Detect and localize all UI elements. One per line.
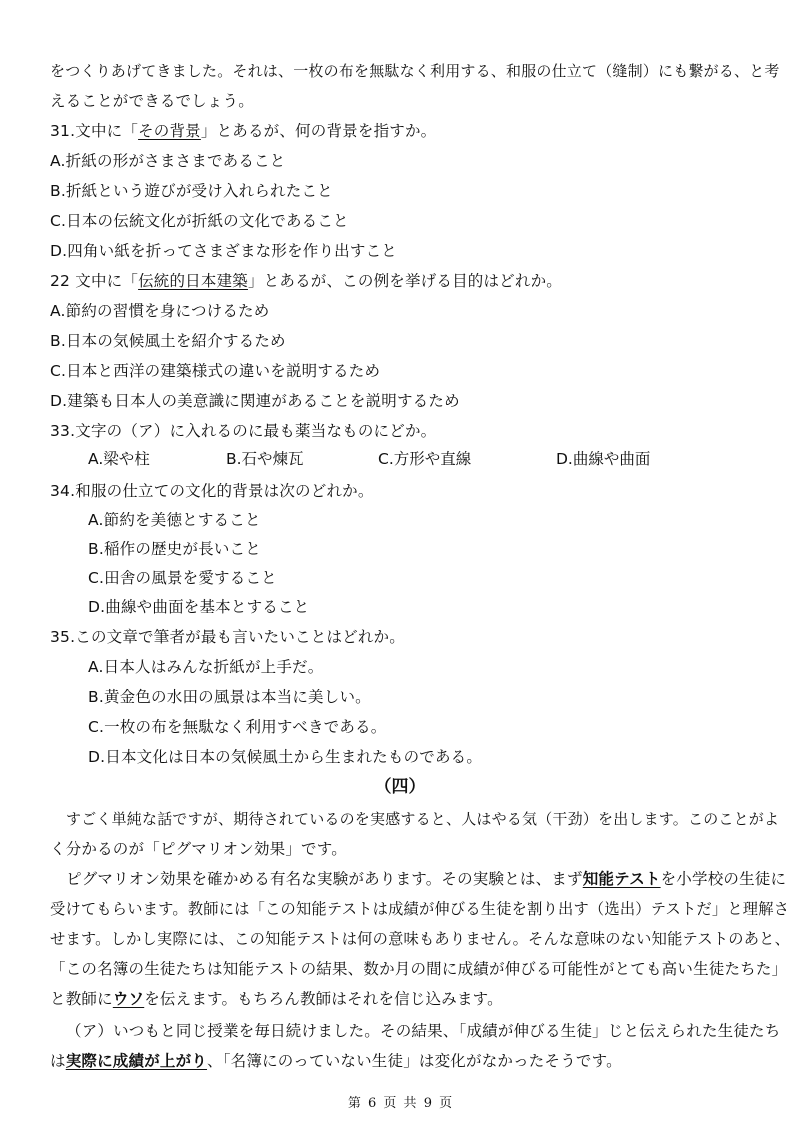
q31-option-d: D.四角い紙を折ってさまざまな形を作り出すこと — [50, 242, 397, 260]
q31-option-a: A.折紙の形がさまさまであること — [50, 152, 286, 170]
s4-p2-line-5 — [50, 988, 503, 1010]
s4-p3-line-2-a: は — [50, 1052, 66, 1070]
q34-option-b: B.稲作の歴史が長いこと — [88, 540, 261, 558]
s4-p2-line-3: せます。しかし実際には、この知能テストは何の意味もありません。そんな意味のない知能テストのあと、 — [50, 930, 791, 948]
s4-keyword-intelligence-test: 知能テスト — [582, 870, 661, 888]
q31-option-b: B.折紙という遊びが受け入れられたこと — [50, 182, 333, 200]
q33-option-c: C.方形や直線 — [378, 450, 472, 468]
q32-option-d: D.建築も日本人の美意識に関連があることを説明するため — [50, 392, 460, 410]
s4-p1-line-2: く分かるのが「ピグマリオン効果」です。 — [50, 840, 347, 858]
q35-stem: 35.この文章で筆者が最も言いたいことはどれか。 — [50, 628, 405, 646]
s4-p1-line-1: すごく単純な話ですが、期待されているのを実感すると、人はやる気（干劲）を出します。このことがよ — [66, 810, 780, 828]
s4-p2-line-4: 「この名簿の生徒たちは知能テストの結果、数か月の間に成績が伸びる可能性がとても高い生徒たちた」 — [50, 960, 788, 978]
page-footer: 第 6 页 共 9 页 — [347, 1096, 453, 1111]
s4-p3-line-1: （ア）いつもと同じ授業を毎日続けました。その結果、「成績が伸びる生徒」じと伝えられた生徒たち — [66, 1022, 781, 1040]
passage-line-2: えることができるでしょう。 — [50, 92, 254, 110]
s4-p2-line-2: 受けてもらいます。教師には「この知能テストは成績が伸びる生徒を割り出す（选出）テストだ」と理解さ — [50, 900, 790, 918]
q34-stem: 34.和服の仕立ての文化的背景は次のどれか。 — [50, 482, 374, 500]
q31-suffix: 」とあるが、何の背景を指すか。 — [200, 122, 437, 140]
q35-option-b: B.黄金色の水田の風景は本当に美しい。 — [88, 688, 371, 706]
s4-keyword-lie: ウソ — [112, 990, 145, 1008]
s4-p2-line-5-a: と教師に — [50, 990, 113, 1008]
s4-p2-line-1 — [66, 868, 786, 890]
q31-quote: その背景 — [138, 122, 201, 140]
q35-option-d: D.日本文化は日本の気候風土から生まれたものである。 — [88, 748, 483, 766]
section-4-title: （四） — [374, 777, 426, 797]
passage-line-1: をつくりあげてきました。それは、一枚の布を無駄なく利用する、和服の仕立て（缝制）にも繋がる、と考 — [50, 62, 780, 80]
q34-option-d: D.曲線や曲面を基本とすること — [88, 598, 310, 616]
q33-options — [0, 448, 800, 470]
q33-option-a: A.梁や柱 — [88, 450, 150, 468]
s4-p3-line-2 — [50, 1050, 622, 1072]
q31-prefix: 31.文中に「 — [50, 122, 139, 140]
q32-option-c: C.日本と西洋の建築様式の違いを説明するため — [50, 362, 381, 380]
s4-p2-line-5-b: を伝えます。もちろん教師はそれを信じ込みます。 — [144, 990, 503, 1008]
q32-stem — [50, 270, 562, 292]
q32-suffix: 」とあるが、この例を挙げる目的はどれか。 — [247, 272, 562, 290]
q32-option-a: A.節約の習慣を身につけるため — [50, 302, 270, 320]
q34-option-c: C.田舎の風景を愛すること — [88, 569, 277, 587]
s4-p3-line-2-b: 、「名簿にのっていない生徒」は変化がなかったそうです。 — [207, 1052, 622, 1070]
q35-option-a: A.日本人はみんな折紙が上手だ。 — [88, 658, 324, 676]
q35-option-c: C.一枚の布を無駄なく利用すべきである。 — [88, 718, 387, 736]
q31-stem — [50, 120, 436, 142]
q31-option-c: C.日本の伝統文化が折紙の文化であること — [50, 212, 349, 230]
q33-option-d: D.曲線や曲面 — [556, 450, 651, 468]
q33-option-b: B.石や煉瓦 — [226, 450, 304, 468]
q34-option-a: A.節約を美徳とすること — [88, 511, 261, 529]
s4-p2-line-1-b: を小学校の生徒に — [660, 870, 787, 888]
s4-keyword-grades-rose: 実際に成績が上がり — [65, 1052, 208, 1070]
q33-stem: 33.文字の（ア）に入れるのに最も薬当なものにどか。 — [50, 422, 437, 440]
s4-p2-line-1-a: ピグマリオン効果を確かめる有名な実験があります。その実験とは、まず — [66, 870, 583, 888]
q32-prefix: 22 文中に「 — [50, 272, 139, 290]
q32-option-b: B.日本の気候風土を紹介するため — [50, 332, 286, 350]
q32-quote: 伝統的日本建築 — [138, 272, 248, 290]
